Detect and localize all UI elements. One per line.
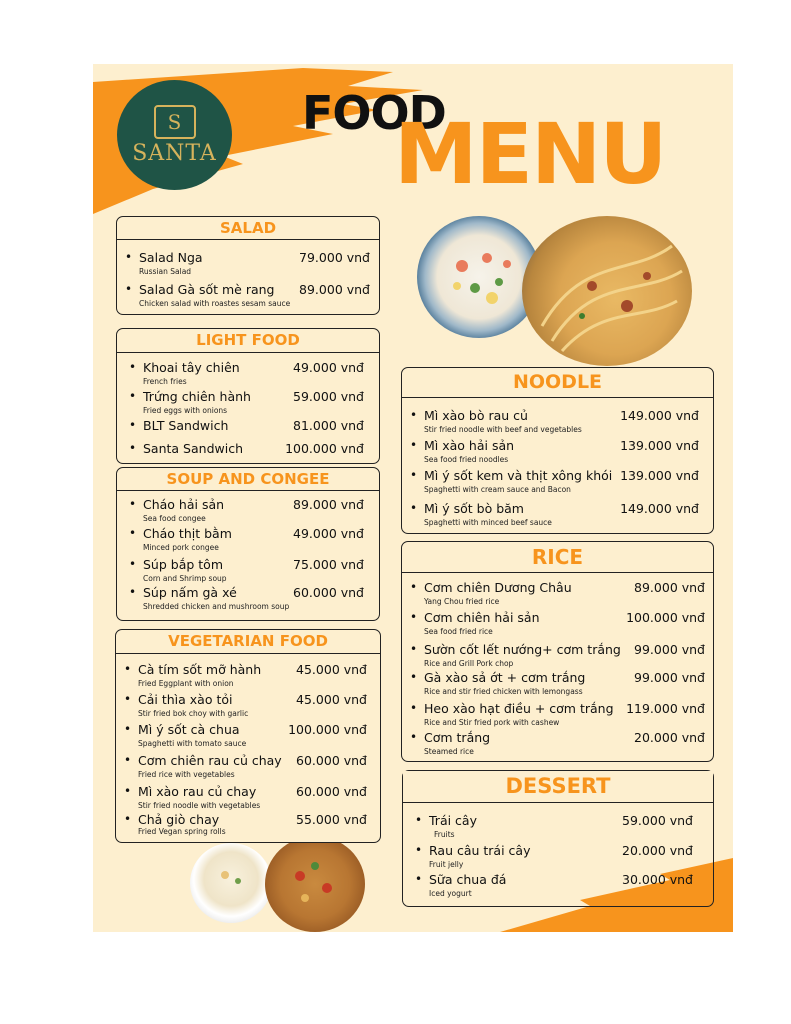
- bullet-icon: •: [410, 408, 418, 422]
- item-name: Salad Nga: [139, 250, 203, 265]
- item-price: 149.000 vnđ: [620, 501, 699, 516]
- item-subtitle: Fried rice with vegetables: [138, 770, 235, 779]
- bullet-icon: •: [410, 701, 418, 715]
- bullet-icon: •: [410, 438, 418, 452]
- bullet-icon: •: [129, 585, 137, 599]
- item-subtitle: Fried eggs with onions: [143, 406, 228, 415]
- section-title: VEGETARIAN FOOD: [116, 630, 380, 654]
- item-price: 139.000 vnđ: [620, 468, 699, 483]
- item-price: 81.000 vnđ: [293, 418, 364, 433]
- bullet-icon: •: [129, 441, 137, 455]
- item-subtitle: Shredded chicken and mushroom soup: [143, 602, 290, 611]
- logo-emblem-icon: S: [154, 105, 196, 139]
- item-subtitle: Fruits: [434, 830, 455, 839]
- item-price: 100.000 vnđ: [626, 610, 705, 625]
- item-price: 60.000 vnđ: [293, 585, 364, 600]
- item-name: Mì xào bò rau củ: [424, 408, 528, 423]
- item-name: Cà tím sốt mỡ hành: [138, 662, 262, 677]
- item-price: 59.000 vnđ: [622, 813, 693, 828]
- item-price: 30.000 vnđ: [622, 872, 693, 887]
- section-title: LIGHT FOOD: [117, 329, 379, 353]
- item-price: 59.000 vnđ: [293, 389, 364, 404]
- item-name: Cháo hải sản: [143, 497, 225, 512]
- item-price: 99.000 vnđ: [634, 642, 705, 657]
- section-dessert: [402, 770, 714, 907]
- item-subtitle: Sea food fried rice: [424, 627, 493, 636]
- bullet-icon: •: [410, 610, 418, 624]
- logo-name: SANTA: [132, 140, 217, 166]
- item-price: 89.000 vnđ: [299, 282, 370, 297]
- spaghetti-photo: [522, 216, 692, 366]
- item-subtitle: Rice and Stir fried pork with cashew: [424, 718, 560, 727]
- item-name: Salad Gà sốt mè rang: [139, 282, 275, 297]
- item-name: Trái cây: [429, 813, 477, 828]
- bullet-icon: •: [415, 813, 423, 827]
- item-name: Chả giò chay: [138, 812, 220, 827]
- item-name: Súp nấm gà xé: [143, 585, 237, 600]
- item-subtitle: Stir fried noodle with beef and vegetables: [424, 425, 582, 434]
- item-subtitle: Stir fried noodle with vegetables: [138, 801, 261, 810]
- bullet-icon: •: [129, 497, 137, 511]
- bullet-icon: •: [410, 730, 418, 744]
- item-price: 60.000 vnđ: [296, 753, 367, 768]
- item-name: Mì ý sốt bò băm: [424, 501, 524, 516]
- bullet-icon: •: [129, 389, 137, 403]
- bullet-icon: •: [410, 642, 418, 656]
- item-subtitle: Chicken salad with roastes sesam sauce: [139, 299, 291, 308]
- item-subtitle: French fries: [143, 377, 187, 386]
- item-price: 45.000 vnđ: [296, 662, 367, 677]
- item-subtitle: Fruit jelly: [429, 860, 464, 869]
- section-salad: [116, 216, 380, 315]
- bullet-icon: •: [129, 418, 137, 432]
- section-soup-congee: [116, 467, 380, 621]
- title-menu: MENU: [394, 105, 666, 203]
- bullet-icon: •: [124, 692, 132, 706]
- section-title: SOUP AND CONGEE: [117, 468, 379, 491]
- item-name: Mì ý sốt cà chua: [138, 722, 240, 737]
- item-price: 100.000 vnđ: [285, 441, 364, 456]
- item-name: Cơm chiên hải sản: [424, 610, 540, 625]
- item-price: 20.000 vnđ: [622, 843, 693, 858]
- item-price: 119.000 vnđ: [626, 701, 705, 716]
- item-price: 55.000 vnđ: [296, 812, 367, 827]
- section-noodle: [401, 367, 714, 534]
- bullet-icon: •: [129, 557, 137, 571]
- item-subtitle: Rice and stir fried chicken with lemongass: [424, 687, 583, 696]
- item-subtitle: Spaghetti with tomato sauce: [138, 739, 247, 748]
- item-price: 99.000 vnđ: [634, 670, 705, 685]
- title-food: FOOD: [302, 86, 446, 140]
- item-subtitle: Sea food congee: [143, 514, 206, 523]
- section-rice: [401, 541, 714, 762]
- section-title: SALAD: [117, 217, 379, 240]
- item-subtitle: Iced yogurt: [429, 889, 472, 898]
- item-name: Khoai tây chiên: [143, 360, 240, 375]
- bullet-icon: •: [124, 812, 132, 826]
- bullet-icon: •: [124, 784, 132, 798]
- item-name: Mì xào rau củ chay: [138, 784, 257, 799]
- congee-photo: [190, 843, 272, 923]
- item-name: Heo xào hạt điều + cơm trắng: [424, 701, 614, 716]
- item-name: Santa Sandwich: [143, 441, 243, 456]
- bullet-icon: •: [124, 722, 132, 736]
- item-name: Cơm chiên Dương Châu: [424, 580, 572, 595]
- santa-logo: [117, 80, 232, 190]
- item-price: 149.000 vnđ: [620, 408, 699, 423]
- item-price: 89.000 vnđ: [634, 580, 705, 595]
- item-price: 49.000 vnđ: [293, 360, 364, 375]
- item-subtitle: Fried Eggplant with onion: [138, 679, 234, 688]
- item-name: Cải thìa xào tỏi: [138, 692, 233, 707]
- bullet-icon: •: [124, 662, 132, 676]
- bullet-icon: •: [125, 250, 133, 264]
- item-name: Gà xào sả ớt + cơm trắng: [424, 670, 586, 685]
- item-name: Mì ý sốt kem và thịt xông khói: [424, 468, 613, 483]
- item-price: 20.000 vnđ: [634, 730, 705, 745]
- item-price: 49.000 vnđ: [293, 526, 364, 541]
- bullet-icon: •: [410, 501, 418, 515]
- item-subtitle: Stir fried bok choy with garlic: [138, 709, 249, 718]
- item-subtitle: Corn and Shrimp soup: [143, 574, 227, 583]
- section-vegetarian-food: [115, 629, 381, 843]
- section-light-food: [116, 328, 380, 464]
- section-title: NOODLE: [402, 368, 713, 398]
- item-name: Cháo thịt bằm: [143, 526, 232, 541]
- item-subtitle: Rice and Grill Pork chop: [424, 659, 514, 668]
- bullet-icon: •: [124, 753, 132, 767]
- bullet-icon: •: [410, 580, 418, 594]
- item-price: 139.000 vnđ: [620, 438, 699, 453]
- item-name: Sườn cốt lết nướng+ cơm trắng: [424, 642, 621, 657]
- bullet-icon: •: [129, 526, 137, 540]
- stir-fry-photo: [265, 836, 365, 932]
- item-price: 100.000 vnđ: [288, 722, 367, 737]
- section-title: DESSERT: [403, 771, 713, 803]
- item-price: 60.000 vnđ: [296, 784, 367, 799]
- item-name: BLT Sandwich: [143, 418, 229, 433]
- item-price: 45.000 vnđ: [296, 692, 367, 707]
- item-name: Trứng chiên hành: [143, 389, 251, 404]
- item-subtitle: Steamed rice: [424, 747, 474, 756]
- item-name: Súp bắp tôm: [143, 557, 223, 572]
- section-title: RICE: [402, 542, 713, 573]
- item-subtitle: Russian Salad: [139, 267, 192, 276]
- item-subtitle: Yang Chou fried rice: [424, 597, 500, 606]
- bullet-icon: •: [125, 282, 133, 296]
- item-price: 89.000 vnđ: [293, 497, 364, 512]
- bullet-icon: •: [129, 360, 137, 374]
- bullet-icon: •: [410, 670, 418, 684]
- item-name: Cơm trắng: [424, 730, 491, 745]
- item-name: Mì xào hải sản: [424, 438, 515, 453]
- item-name: Cơm chiên rau củ chay: [138, 753, 282, 768]
- bullet-icon: •: [415, 843, 423, 857]
- item-subtitle: Fried Vegan spring rolls: [138, 827, 226, 836]
- item-subtitle: Sea food fried noodles: [424, 455, 509, 464]
- item-subtitle: Spaghetti with minced beef sauce: [424, 518, 552, 527]
- item-price: 75.000 vnđ: [293, 557, 364, 572]
- bullet-icon: •: [415, 872, 423, 886]
- item-name: Sữa chua đá: [429, 872, 507, 887]
- item-name: Rau câu trái cây: [429, 843, 531, 858]
- item-subtitle: Minced pork congee: [143, 543, 219, 552]
- bullet-icon: •: [410, 468, 418, 482]
- item-price: 79.000 vnđ: [299, 250, 370, 265]
- item-subtitle: Spaghetti with cream sauce and Bacon: [424, 485, 571, 494]
